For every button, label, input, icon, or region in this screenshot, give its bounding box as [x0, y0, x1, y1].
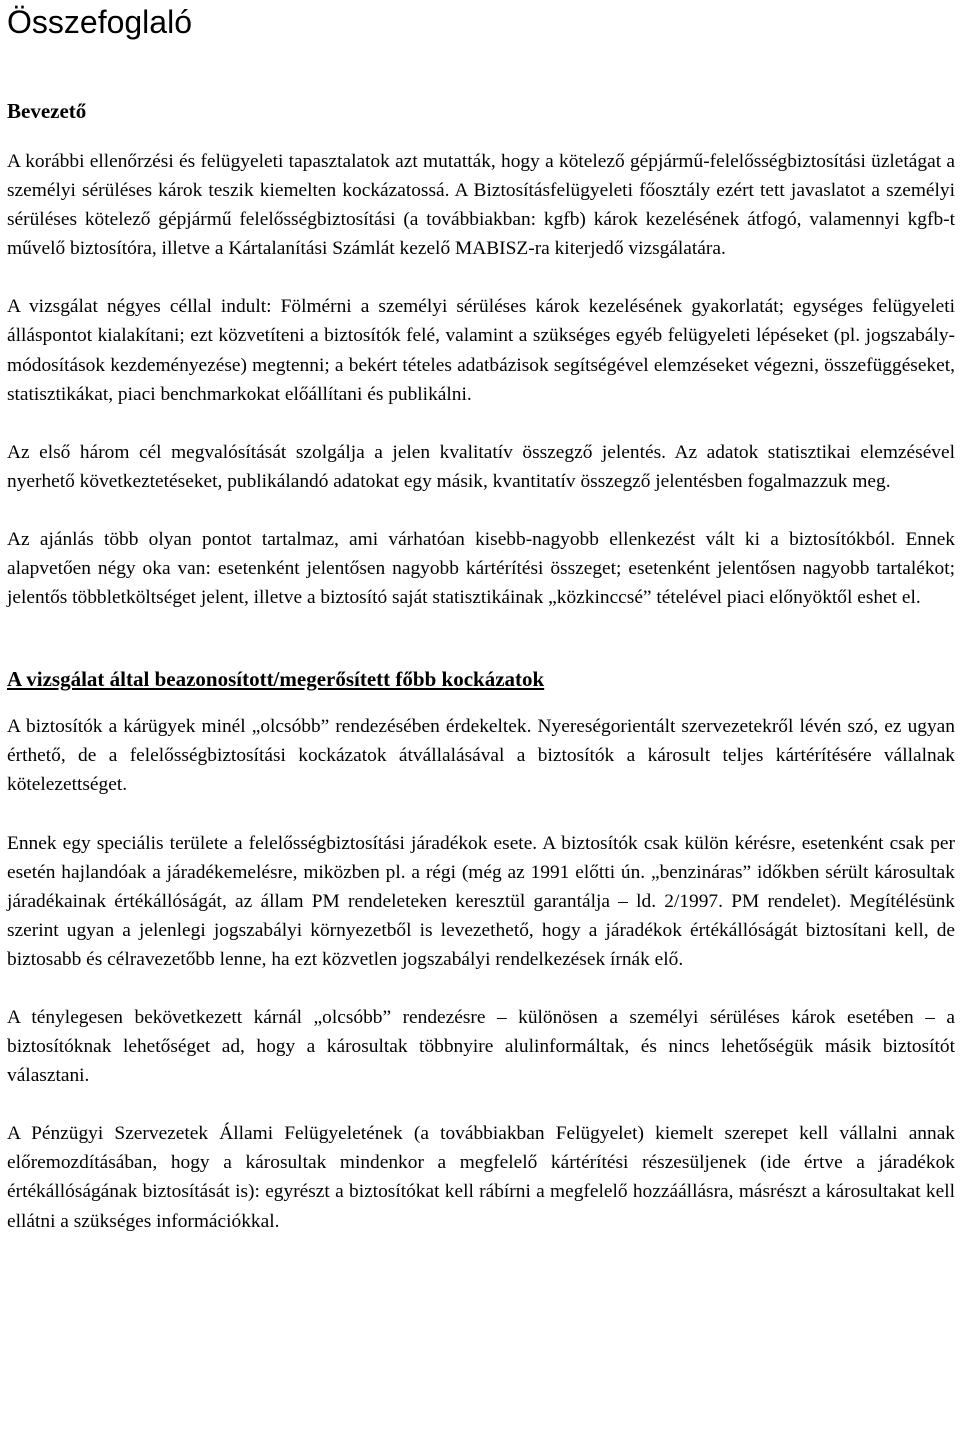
page-title: Összefoglaló — [7, 4, 192, 40]
document-page — [7, 0, 955, 1236]
paragraph-intro-2: A vizsgálat négyes céllal indult: Fölmérni a személyi sérüléses károk kezelésének gyakorlatát; egységes felügyeleti álláspontot kialakítani; ezt közvetíteni a biztosítók felé, valamint a szükséges egyéb felügyeleti lépéseket (pl. jogszabály-módosítások kezdeményezése) megtenni; a bekért tételes adatbázisok segítségével elemzéseket végezni, összefüggéseket, statisztikákat, piaci benchmarkokat előállítani és publikálni. — [7, 296, 955, 405]
paragraph-intro-3: Az első három cél megvalósítását szolgálja a jelen kvalitatív összegző jelentés. Az adatok statisztikai elemzésével nyerhető következtetéseket, publikálandó adatokat egy másik, kvantitatív összegző jelentésben fogalmazzuk meg. — [7, 441, 955, 492]
paragraph-intro-4: Az ajánlás több olyan pontot tartalmaz, ami várhatóan kisebb-nagyobb ellenkezést vált ki a biztosítókból. Ennek alapvetően négy oka van: esetenként jelentősen nagyobb kártérítési összeget; esetenként jelentősen nagyobb tartalékot; jelentős többletköltséget jelent, illetve a biztosító saját statisztikáinak „közkinccsé” tételével piaci előnyöktől eshet el. — [7, 528, 955, 609]
paragraph-risks-1: A biztosítók a kárügyek minél „olcsóbb” rendezésében érdekeltek. Nyereségorientált szervezetekről lévén szó, ez ugyan érthető, de a felelősségbiztosítási kockázatok átvállalásával a biztosítók a károsult teljes kártérítésére vállalnak kötelezettséget. — [7, 716, 955, 796]
section-heading-risks-text: A vizsgálat által beazonosított/megerősített főbb kockázatok — [7, 667, 545, 692]
paragraph-risks-4: A Pénzügyi Szervezetek Állami Felügyeletének (a továbbiakban Felügyelet) kiemelt szerepet kell vállalni annak előremozdításában, hogy a károsultak mindenkor a megfelelő kártérítési részesüljenek (ide értve a járadékok értékállóságának biztosítását is): egyrészt a biztosítókat kell rábírni a megfelelő hozzáállásra, másrészt a károsultakat kell ellátni a szükséges információkkal. — [7, 1123, 955, 1232]
paragraph-risks-3: A ténylegesen bekövetkezett kárnál „olcsóbb” rendezésre – különösen a személyi sérüléses károk esetében – a biztosítóknak lehetőséget ad, hogy a károsultak többnyire alulinformáltak, és nincs lehetőségük másik biztosítót választani. — [7, 1006, 955, 1087]
section-heading-intro: Bevezető — [7, 99, 87, 123]
paragraph-intro-1: A korábbi ellenőrzési és felügyeleti tapasztalatok azt mutatták, hogy a kötelező gépjármű-felelősségbiztosítási üzletágat a személyi sérüléses károk teszik kiemelten kockázatossá. A Biztosításfelügyeleti főosztály ezért tett javaslatot a személyi sérüléses kötelező gépjármű felelősségbiztosítási (a továbbiakban: kgfb) károk kezelésének átfogó, valamennyi kgfb-t művelő biztosítóra, illetve a Kártalanítási Számlát kezelő MABISZ-ra kiterjedő vizsgálatára. — [7, 151, 955, 260]
section-heading-risks — [7, 664, 955, 694]
paragraph-risks-2: Ennek egy speciális területe a felelősségbiztosítási járadékok esete. A biztosítók csak külön kérésre, esetenként csak per esetén hajlandóak a járadékemelésre, miközben pl. a régi (még az 1991 előtti ún. „benzináras” időkben sérült károsultak járadékainak értékállóságát, az állam PM rendeleteken keresztül garantálja – ld. 2/1997. PM rendelet). Megítélésünk szerint ugyan a jelenlegi jogszabályi környezetből is levezethető, hogy a járadékok értékállóságát biztosítani kell, de biztosabb és célravezetőbb lenne, ha ezt közvetlen jogszabályi rendelkezések írnák elő. — [7, 832, 955, 970]
